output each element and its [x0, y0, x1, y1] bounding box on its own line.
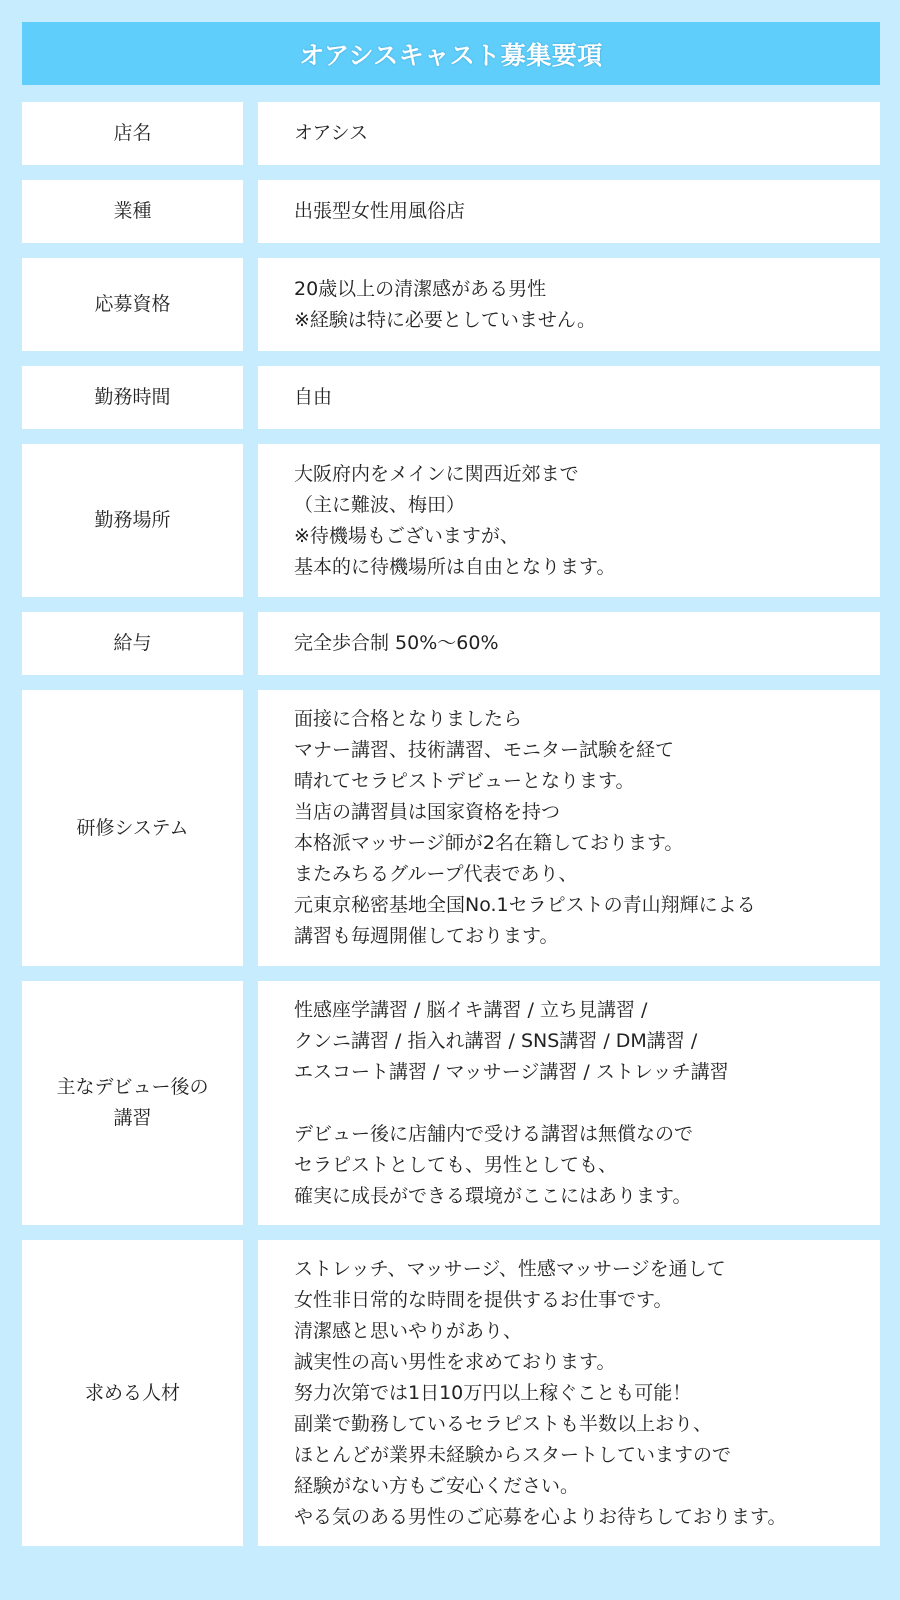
label-working-hours: 勤務時間 — [22, 366, 243, 429]
value-training-system: 面接に合格となりましたら マナー講習、技術講習、モニター試験を経て 晴れてセラピストデビューとなります。 当店の講習員は国家資格を持つ 本格派マッサージ師が2名在籍しております。 またみちるグループ代表であり、 元東京秘密基地全国No.1セラピストの青山翔輝による 講習も毎週開催しております。 — [258, 690, 880, 966]
label-desired-personnel: 求める人材 — [22, 1240, 243, 1546]
row-post-debut-training — [22, 981, 880, 1225]
row-qualification — [22, 258, 880, 351]
value-business-type: 出張型女性用風俗店 — [258, 180, 880, 243]
label-training-system: 研修システム — [22, 690, 243, 966]
row-desired-personnel — [22, 1240, 880, 1546]
label-work-location: 勤務場所 — [22, 444, 243, 597]
label-post-debut-training: 主なデビュー後の 講習 — [22, 981, 243, 1225]
label-salary: 給与 — [22, 612, 243, 675]
label-qualification: 応募資格 — [22, 258, 243, 351]
value-work-location: 大阪府内をメインに関西近郊まで （主に難波、梅田） ※待機場もございますが、 基本的に待機場所は自由となります。 — [258, 444, 880, 597]
value-post-debut-training: 性感座学講習 / 脳イキ講習 / 立ち見講習 / クンニ講習 / 指入れ講習 / SNS講習 / DM講習 / エスコート講習 / マッサージ講習 / ストレッチ講習 デビュー後に店舗内で受ける講習は無償なので セラピストとしても、男性としても、 確実に成長ができる環境がここにはあります。 — [258, 981, 880, 1225]
page-header — [22, 22, 880, 85]
value-working-hours: 自由 — [258, 366, 880, 429]
value-qualification: 20歳以上の清潔感がある男性 ※経験は特に必要としていません。 — [258, 258, 880, 351]
label-business-type: 業種 — [22, 180, 243, 243]
row-working-hours — [22, 366, 880, 429]
label-store-name: 店名 — [22, 102, 243, 165]
value-store-name: オアシス — [258, 102, 880, 165]
row-business-type — [22, 180, 880, 243]
value-salary: 完全歩合制 50%〜60% — [258, 612, 880, 675]
value-desired-personnel: ストレッチ、マッサージ、性感マッサージを通して 女性非日常的な時間を提供するお仕事です。 清潔感と思いやりがあり、 誠実性の高い男性を求めております。 努力次第では1日10万円以上稼ぐことも可能！ 副業で勤務しているセラピストも半数以上おり、 ほとんどが業界未経験からスタートしていますので 経験がない方もご安心ください。 やる気のある男性のご応募を心よりお待ちしております。 — [258, 1240, 880, 1546]
row-training-system — [22, 690, 880, 966]
row-salary — [22, 612, 880, 675]
page-title: オアシスキャスト募集要項 — [299, 40, 603, 70]
row-store-name — [22, 102, 880, 165]
row-work-location — [22, 444, 880, 597]
